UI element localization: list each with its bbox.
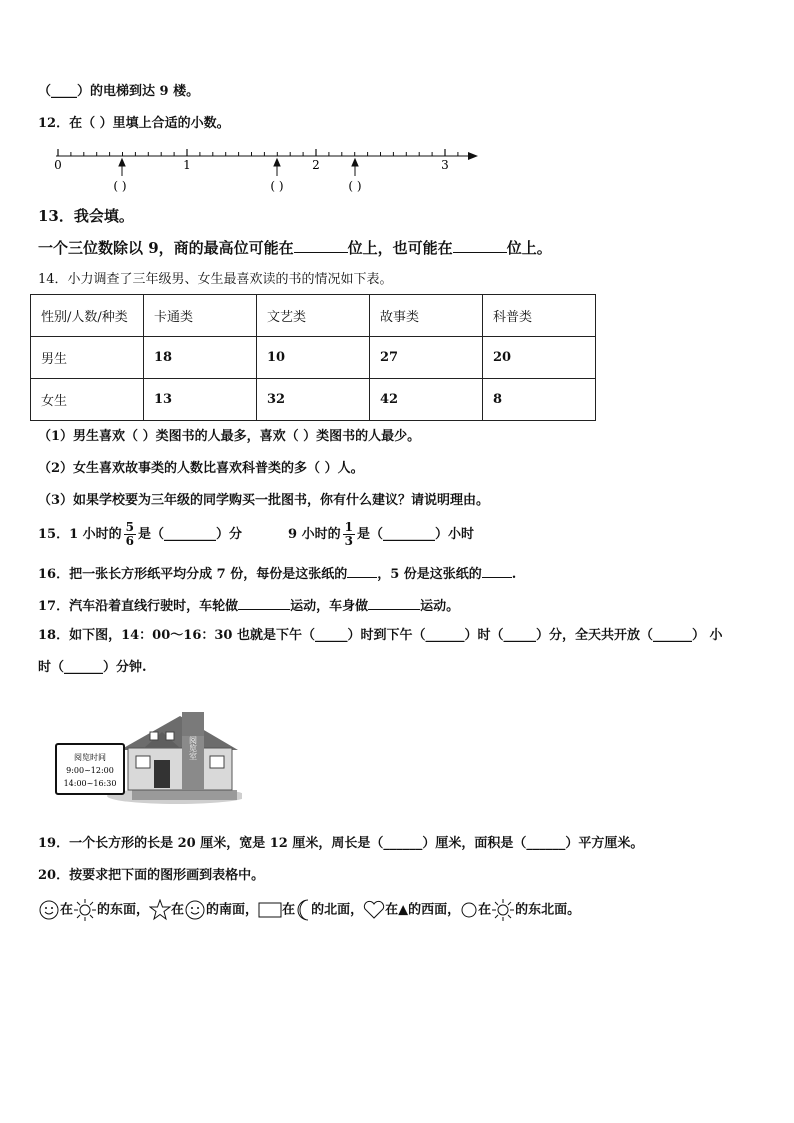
reading-room-illustration	[52, 710, 242, 810]
tick-label-3: 3	[441, 158, 449, 172]
table-header-cell: 卡通类	[144, 295, 257, 337]
smiley-icon	[184, 899, 206, 921]
table-header-cell: 科普类	[483, 295, 596, 337]
answer-blank[interactable]	[238, 597, 290, 610]
table-cell: 13	[144, 379, 257, 421]
sign-time-1: 9:00~12:00	[66, 766, 114, 775]
elevator-line: （____）的电梯到达 9 楼。	[38, 84, 200, 99]
question-18-line-2: 时（______）分钟.	[38, 660, 147, 675]
table-row	[31, 379, 596, 421]
question-14: 14．小力调查了三年级男、女生最喜欢读的书的情况如下表。	[38, 272, 393, 287]
sun-icon	[491, 898, 515, 922]
sign-time-2: 14:00~16:30	[63, 779, 117, 788]
table-cell: 20	[483, 337, 596, 379]
question-14-2: （2）女生喜欢故事类的人数比喜欢科普类的多（ ）人。	[38, 461, 364, 476]
tick-label-1: 1	[183, 158, 191, 172]
question-20: 20．按要求把下面的图形画到表格中。	[38, 868, 265, 883]
survey-table	[30, 294, 596, 421]
question-14-3: （3）如果学校要为三年级的同学购买一批图书，你有什么建议？请说明理由。	[38, 493, 490, 508]
fraction-5-6: $\frac{5}{6}$	[125, 520, 135, 548]
table-header-cell: 文艺类	[257, 295, 370, 337]
question-19: 19．一个长方形的长是 20 厘米，宽是 12 厘米，周长是（______）厘米，面积是（______）平方厘米。	[38, 836, 644, 851]
number-line	[40, 146, 490, 196]
table-cell: 8	[483, 379, 596, 421]
answer-paren-3: ( )	[348, 179, 362, 193]
answer-paren-1: ( )	[113, 179, 127, 193]
answer-blank[interactable]	[368, 597, 420, 610]
answer-blank[interactable]	[482, 565, 512, 578]
question-18-line-1: 18．如下图，14：00～16：30 也就是下午（_____）时到下午（______）时（_____）分，全天共开放（______） 小	[38, 628, 723, 643]
question-16: 16．把一张长方形纸平均分成 7 份，每份是这张纸的 ，5 份是这张纸的 .	[38, 567, 517, 582]
question-17: 17．汽车沿着直线行驶时，车轮做 运动，车身做 运动。	[38, 599, 460, 614]
sign-title: 阅览时间	[74, 753, 106, 762]
table-cell: 27	[370, 337, 483, 379]
question-14-1: （1）男生喜欢（ ）类图书的人最多，喜欢（ ）类图书的人最少。	[38, 429, 421, 444]
question-12: 12．在（ ）里填上合适的小数。	[38, 116, 230, 131]
table-header-cell: 性别/人数/种类	[31, 295, 144, 337]
star-icon	[149, 899, 171, 921]
question-20-shapes: 在 的东面， 在 的南面， 在 的北面， 在▲的西面， 在 的东北面。	[38, 898, 580, 923]
question-13-title: 13．我会填。	[38, 207, 134, 225]
table-cell: 32	[257, 379, 370, 421]
answer-blank[interactable]	[294, 240, 348, 253]
arrow-3	[352, 159, 358, 176]
circle-icon	[460, 901, 478, 919]
moon-icon	[295, 898, 311, 922]
arrow-2	[274, 159, 280, 176]
table-cell: 10	[257, 337, 370, 379]
tick-label-2: 2	[312, 158, 320, 172]
rectangle-icon	[258, 902, 282, 918]
heart-icon	[363, 900, 385, 920]
answer-blank[interactable]	[453, 240, 507, 253]
table-header-cell: 故事类	[370, 295, 483, 337]
table-cell: 男生	[31, 337, 144, 379]
question-13-body: 一个三位数除以 9，商的最高位可能在 位上，也可能在 位上。	[38, 239, 552, 257]
fraction-1-3: $\frac{1}{3}$	[344, 520, 353, 548]
sun-icon	[73, 898, 97, 922]
answer-paren-2: ( )	[270, 179, 284, 193]
table-row	[31, 337, 596, 379]
smiley-icon	[38, 899, 60, 921]
question-15: 15．1 小时的 $\frac{5}{6}$ 是（________）分 9 小时的 $\frac{1}{3}$ 是（________）小时	[38, 520, 474, 548]
table-cell: 42	[370, 379, 483, 421]
table-cell: 女生	[31, 379, 144, 421]
house-label: 阅览室	[188, 736, 198, 760]
arrow-1	[119, 159, 125, 176]
table-header-row	[31, 295, 596, 337]
table-cell: 18	[144, 337, 257, 379]
answer-blank[interactable]	[347, 565, 377, 578]
tick-label-0: 0	[54, 158, 62, 172]
